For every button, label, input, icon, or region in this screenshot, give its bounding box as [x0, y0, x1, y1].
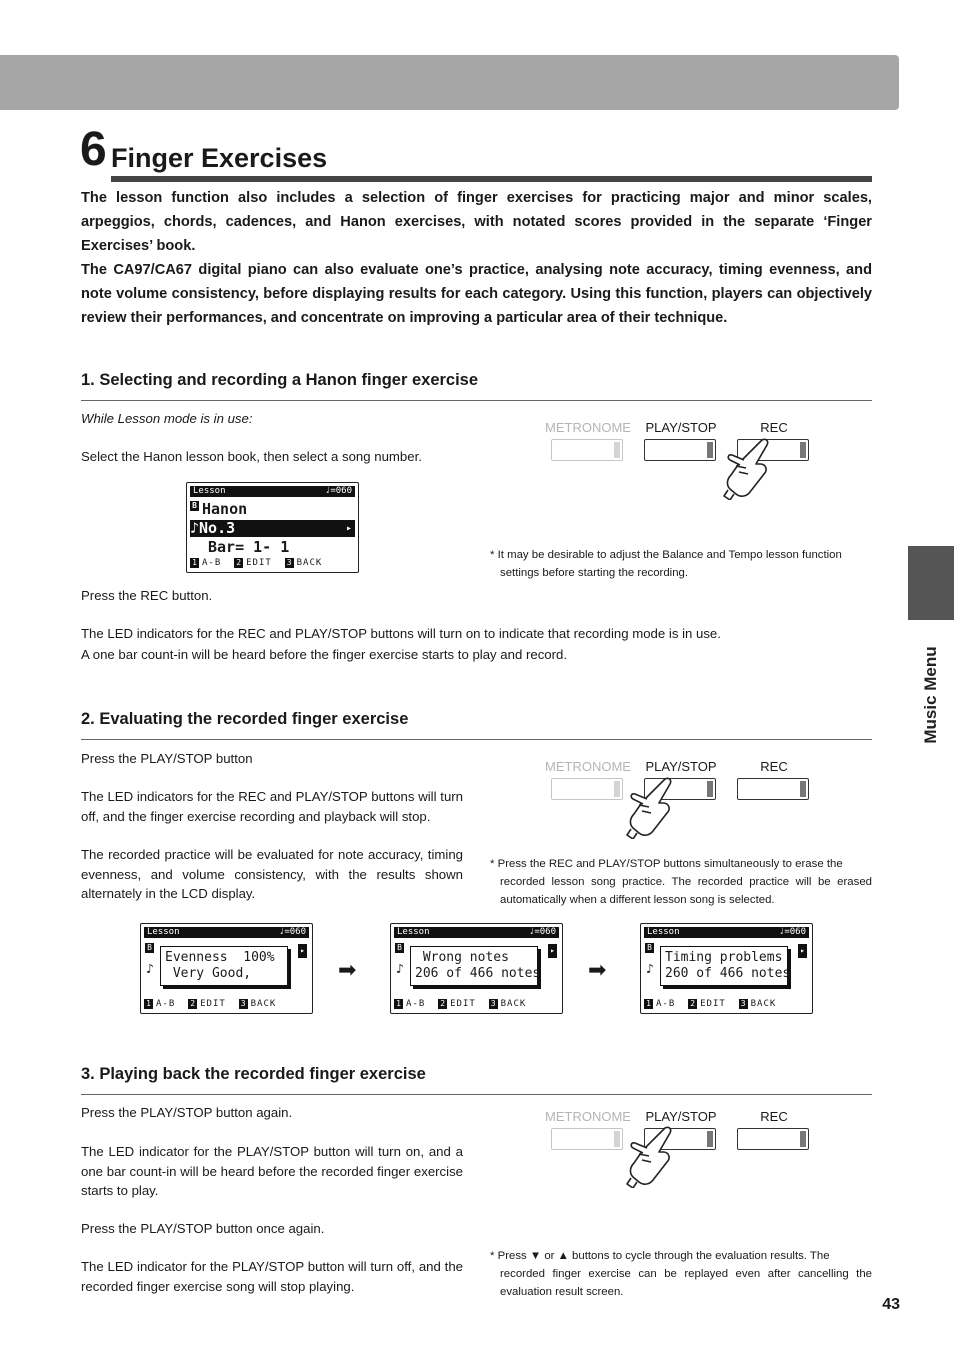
rec-button-3[interactable] — [737, 1128, 809, 1150]
metronome-button-2[interactable] — [551, 778, 623, 800]
lcd-result-popup: Wrong notes 206 of 466 notes — [410, 946, 538, 986]
lcd-hanon-selection — [186, 482, 359, 573]
section-1-led-line-2: A one bar count-in will be heard before the finger exercise starts to play and record. — [81, 647, 568, 662]
section-2-rule — [81, 739, 872, 740]
note-icon: ♪ — [190, 519, 200, 537]
section-2-footnote: * Press the REC and PLAY/STOP buttons simultaneously to erase the recorded lesson song practice. The recorded practice will be erased automatically when a different lesson song is selected. — [490, 858, 872, 906]
section-3-paragraph-2: The LED indicator for the PLAY/STOP button will turn off, and the recorded finger exercise song will stop playing. — [81, 1259, 463, 1294]
rec-label-1: REC — [760, 420, 788, 435]
section-1-step-1: Select the Hanon lesson book, then select a song number. — [81, 449, 422, 464]
lcd-row-book: B Hanon — [190, 501, 355, 518]
section-2-paragraph-1: The LED indicators for the REC and PLAY/STOP buttons will turn off, and the finger exercise recording and playback will stop. — [81, 789, 463, 824]
right-arrow-icon: ▸ — [798, 944, 807, 958]
chapter-title: Finger Exercises — [111, 143, 328, 173]
rec-button-2[interactable] — [737, 778, 809, 800]
pressing-hand-icon — [625, 1122, 679, 1188]
metronome-label-3: METRONOME — [545, 1109, 631, 1124]
intro-paragraph-1: The lesson function also includes a selection of finger exercises for practicing major and minor scales, arpeggios, chords, cadences, and Hanon exercises, with notated scores provided in the separate ‘Finger Exercises’ book. — [81, 190, 872, 254]
book-icon: B — [145, 943, 154, 953]
lcd-result-popup: Evenness 100% Very Good, — [160, 946, 288, 986]
right-arrow-icon: ▸ — [345, 523, 352, 534]
section-2-heading: 2. Evaluating the recorded finger exercise — [81, 710, 409, 728]
page-number: 43 — [882, 1296, 900, 1313]
section-3-heading: 3. Playing back the recorded finger exercise — [81, 1065, 426, 1083]
chapter-underline — [111, 176, 872, 182]
section-3-rule — [81, 1094, 872, 1095]
book-icon: B — [190, 501, 199, 511]
lcd-footer: 1 A-B 2 EDIT 3 BACK — [190, 558, 355, 569]
side-tab-label — [906, 640, 954, 750]
book-icon: B — [395, 943, 404, 953]
sequence-arrow-icon: ➡ — [338, 957, 357, 982]
section-1-rule — [81, 400, 872, 401]
section-2-step-1: Press the PLAY/STOP button — [81, 751, 253, 766]
note-icon: ♪ — [396, 962, 404, 977]
book-icon: B — [645, 943, 654, 953]
pressing-hand-icon — [625, 773, 679, 839]
lcd-row-song: ♪No.3 ▸ — [190, 520, 355, 537]
play-stop-button-1[interactable] — [644, 439, 716, 461]
note-icon: ♪ — [646, 962, 654, 977]
section-3-footnote: * Press ▼ or ▲ buttons to cycle through the evaluation results. The recorded finger exercise can be replayed even after cancelling the evaluation result screen. — [490, 1250, 872, 1298]
lcd-evaluation-timing: Lesson ♩=060 B ♪ ▸ Timing problems 260 of 466 notes 1 A-B 2 EDIT 3 BACK — [640, 923, 813, 1014]
lcd-header: Lesson ♩=060 — [190, 486, 355, 497]
lcd-row-bar: Bar= 1- 1 — [208, 538, 290, 556]
section-1-led-line-1: The LED indicators for the REC and PLAY/STOP buttons will turn on to indicate that recording mode is in use. — [81, 626, 721, 641]
sequence-arrow-icon: ➡ — [588, 957, 607, 982]
right-arrow-icon: ▸ — [298, 944, 307, 958]
play-stop-label-3: PLAY/STOP — [645, 1109, 717, 1124]
intro-paragraph-2: The CA97/CA67 digital piano can also evaluate one’s practice, analysing note accuracy, timing evenness, and note volume consistency, before displaying results for each category. Using this function, players can objectively review their performances, and concentrate on improving a particular area of their technique. — [81, 262, 872, 326]
play-stop-label-1: PLAY/STOP — [645, 420, 717, 435]
metronome-label-2: METRONOME — [545, 759, 631, 774]
lcd-evaluation-evenness: Lesson ♩=060 B ♪ ▸ Evenness 100% Very Good, 1 A-B 2 EDIT 3 BACK — [140, 923, 313, 1014]
header-band — [0, 55, 899, 110]
section-3-step-1: Press the PLAY/STOP button again. — [81, 1105, 293, 1120]
lcd-evaluation-wrong-notes: Lesson ♩=060 B ♪ ▸ Wrong notes 206 of 466 notes 1 A-B 2 EDIT 3 BACK — [390, 923, 563, 1014]
chapter-number: 6 — [80, 123, 107, 176]
section-3-step-2: Press the PLAY/STOP button once again. — [81, 1221, 325, 1236]
metronome-label-1: METRONOME — [545, 420, 631, 435]
metronome-button-3[interactable] — [551, 1128, 623, 1150]
play-stop-label-2: PLAY/STOP — [645, 759, 717, 774]
lcd-result-popup: Timing problems 260 of 466 notes — [660, 946, 788, 986]
rec-label-2: REC — [760, 759, 788, 774]
section-1-heading: 1. Selecting and recording a Hanon finger exercise — [81, 371, 479, 389]
section-2-paragraph-2: The recorded practice will be evaluated for note accuracy, timing evenness, and volume consistency, with the results shown alternately in the LCD display. — [81, 847, 463, 901]
right-arrow-icon: ▸ — [548, 944, 557, 958]
section-1-mode-note: While Lesson mode is in use: — [81, 411, 253, 426]
side-tab-text: Music Menu — [921, 646, 940, 744]
pressing-hand-icon — [722, 434, 776, 500]
section-3-paragraph-1: The LED indicator for the PLAY/STOP button will turn on, and a one bar count-in will be heard before the recorded finger exercise starts to play. — [81, 1144, 463, 1198]
side-tab-marker — [908, 546, 954, 620]
note-icon: ♪ — [146, 962, 154, 977]
rec-label-3: REC — [760, 1109, 788, 1124]
section-1-footnote: * It may be desirable to adjust the Balance and Tempo lesson function settings before starting the recording. — [490, 549, 842, 579]
metronome-button-1[interactable] — [551, 439, 623, 461]
section-1-step-2: Press the REC button. — [81, 588, 213, 603]
